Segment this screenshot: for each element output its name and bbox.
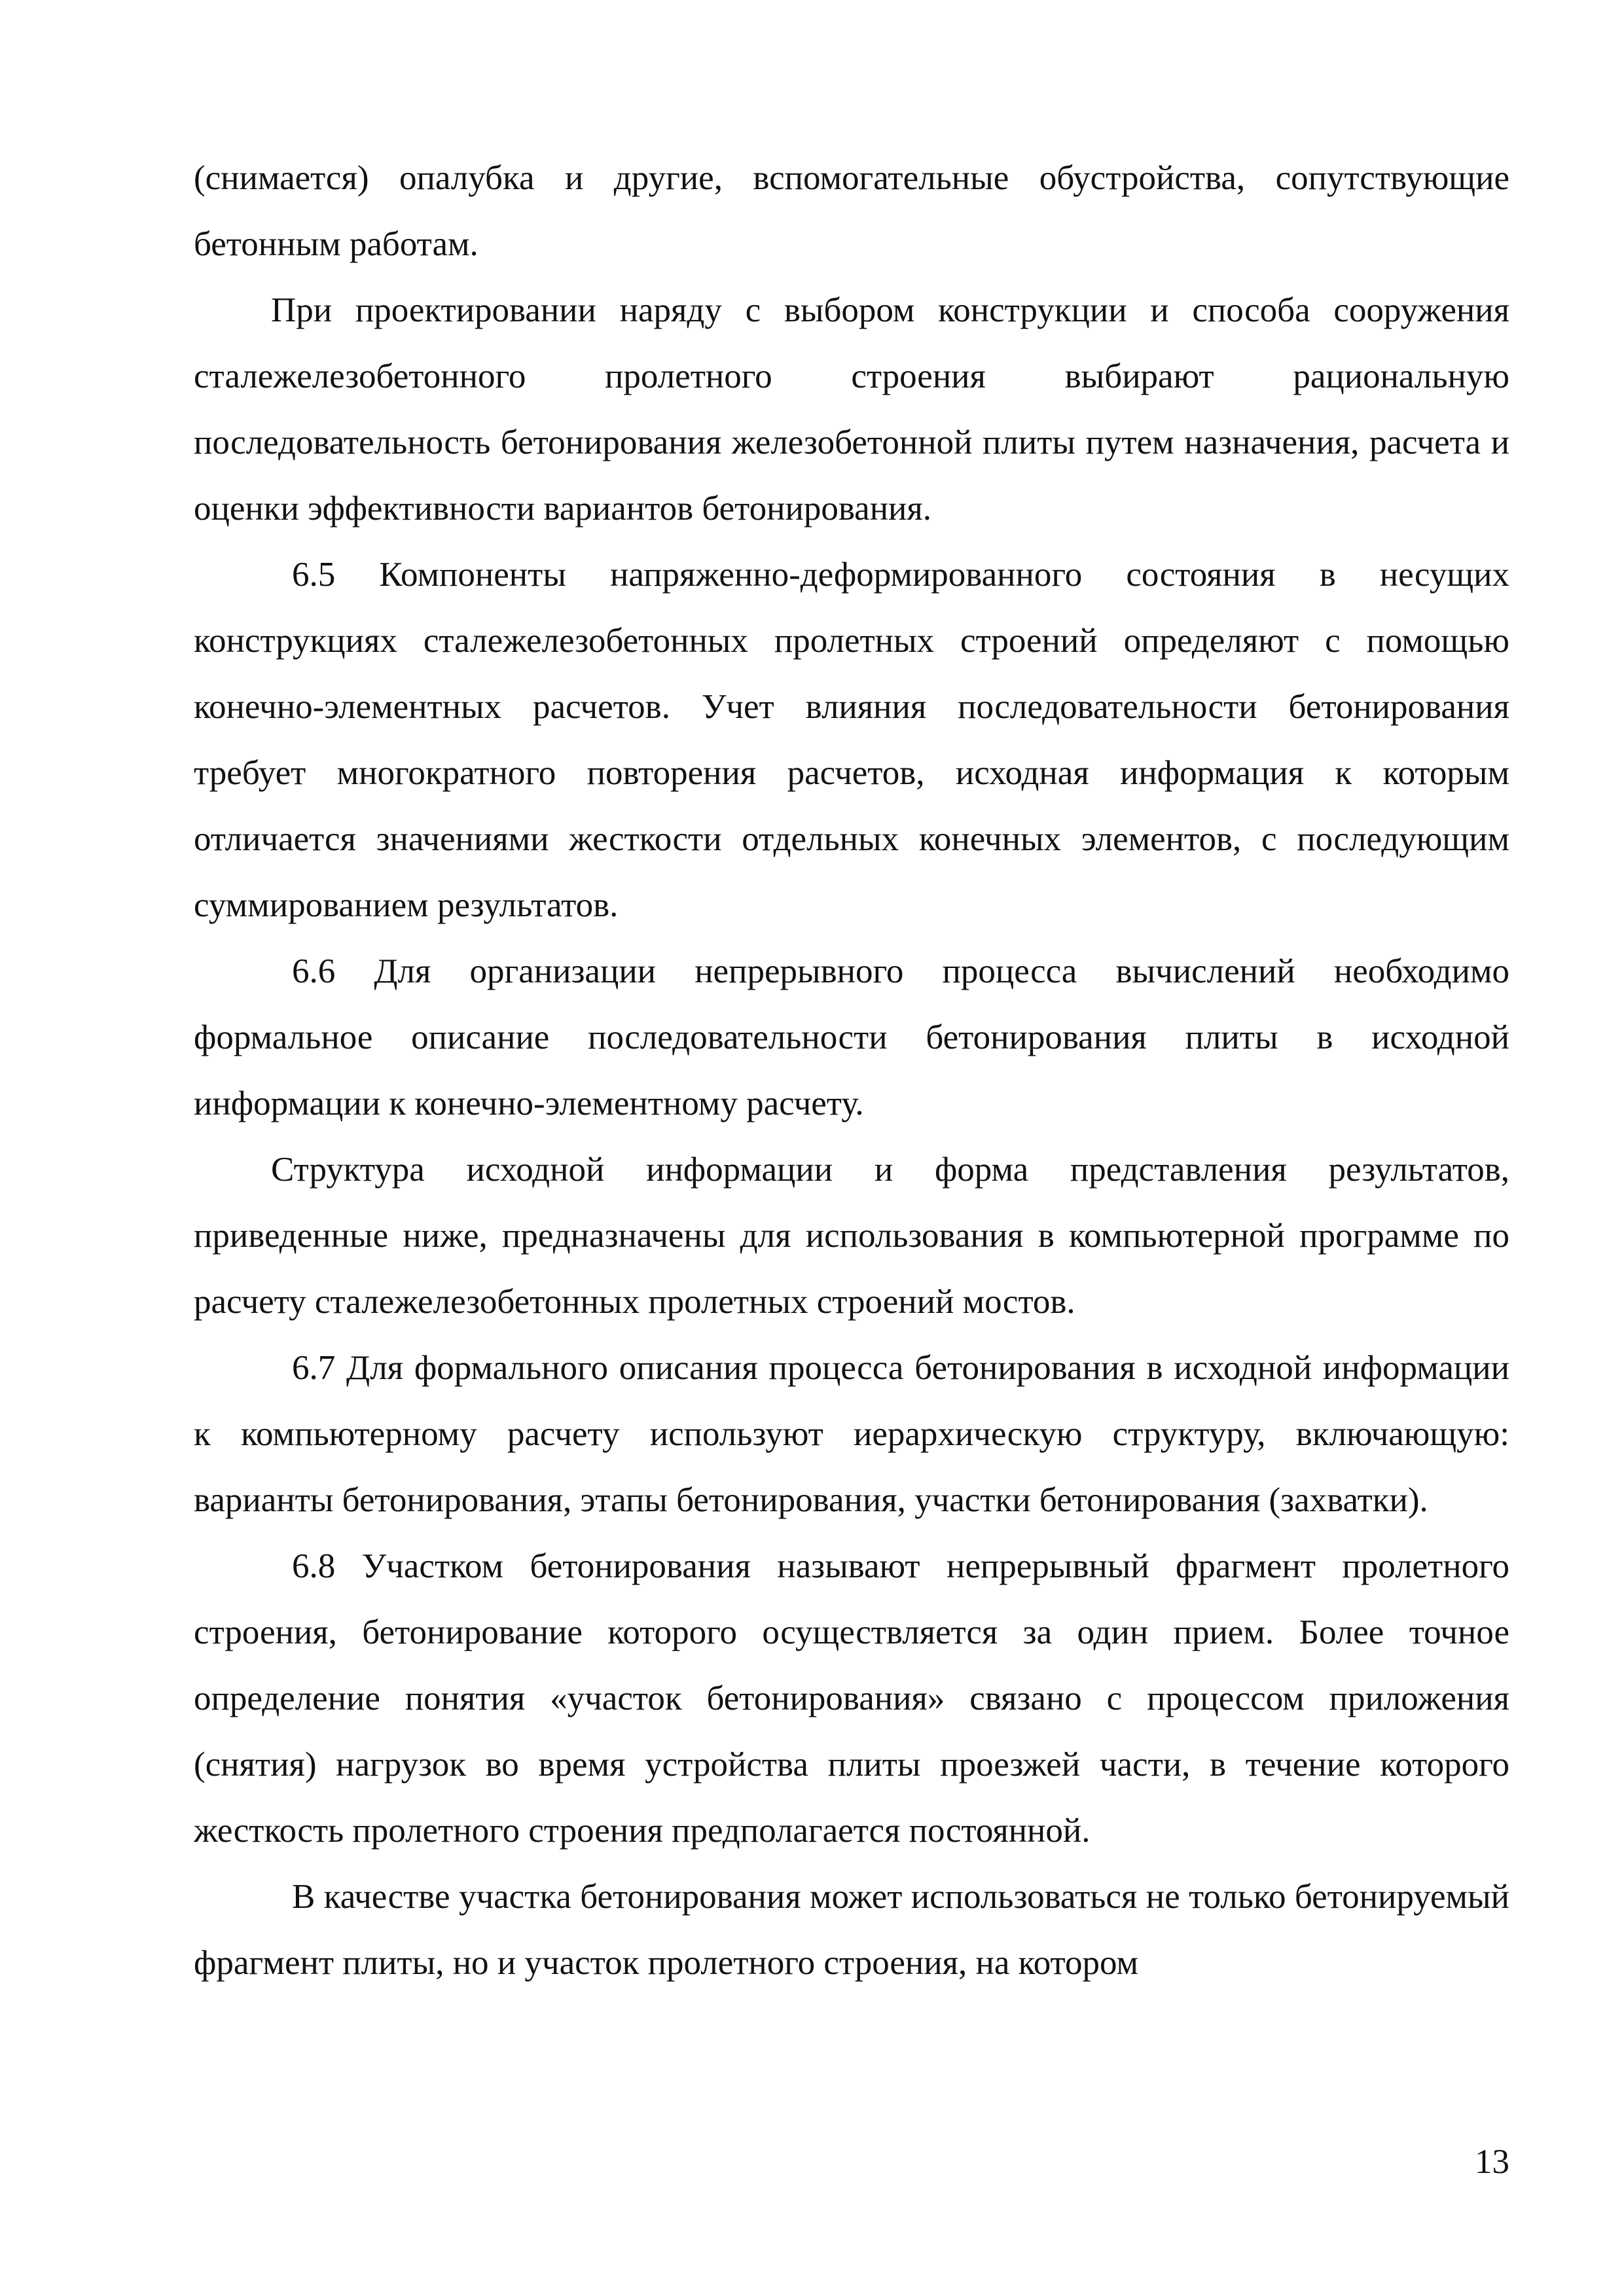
paragraph-concreting-section: В качестве участка бетонирования может использоваться не только бетонируемый фрагмент плиты, но и участок пролетного строения, на котором (194, 1878, 1509, 1982)
paragraph-6-6: 6.6 Для организации непрерывного процесса вычислений необходимо формальное описание последовательности бетонирования плиты в исходной информации к конечно-элементному расчету. (194, 952, 1509, 1122)
paragraph-structure: Структура исходной информации и форма представления результатов, приведенные ниже, предназначены для использования в компьютерной программе по расчету сталежелезобетонных пролетных строений мостов. (194, 1151, 1509, 1321)
document-body (194, 145, 1509, 1996)
page-number: 13 (1475, 2143, 1509, 2181)
paragraph-design-sequence: При проектировании наряду с выбором конструкции и способа сооружения сталежелезобетонного пролетного строения выбирают рациональную последовательность бетонирования железобетонной плиты путем назначения, расчета и оценки эффективности вариантов бетонирования. (194, 291, 1509, 528)
paragraph-6-7: 6.7 Для формального описания процесса бетонирования в исходной информации к компьютерному расчету используют иерархическую структуру, включающую: варианты бетонирования, этапы бетонирования, участки бетонирования (захватки). (194, 1349, 1509, 1519)
paragraph-continuation: (снимается) опалубка и другие, вспомогательные обустройства, сопутствующие бетонным работам. (194, 159, 1509, 263)
paragraph-6-5: 6.5 Компоненты напряженно-деформированного состояния в несущих конструкциях сталежелезобетонных пролетных строений определяют с помощью конечно-элементных расчетов. Учет влияния последовательности бетонирования требует многократного повторения расчетов, исходная информация к которым отличается значениями жесткости отдельных конечных элементов, с последующим суммированием результатов. (194, 556, 1509, 924)
paragraph-6-8: 6.8 Участком бетонирования называют непрерывный фрагмент пролетного строения, бетонирование которого осуществляется за один прием. Более точное определение понятия «участок бетонирования» связано с процессом приложения (снятия) нагрузок во время устройства плиты проезжей части, в течение которого жесткость пролетного строения предполагается постоянной. (194, 1547, 1509, 1850)
